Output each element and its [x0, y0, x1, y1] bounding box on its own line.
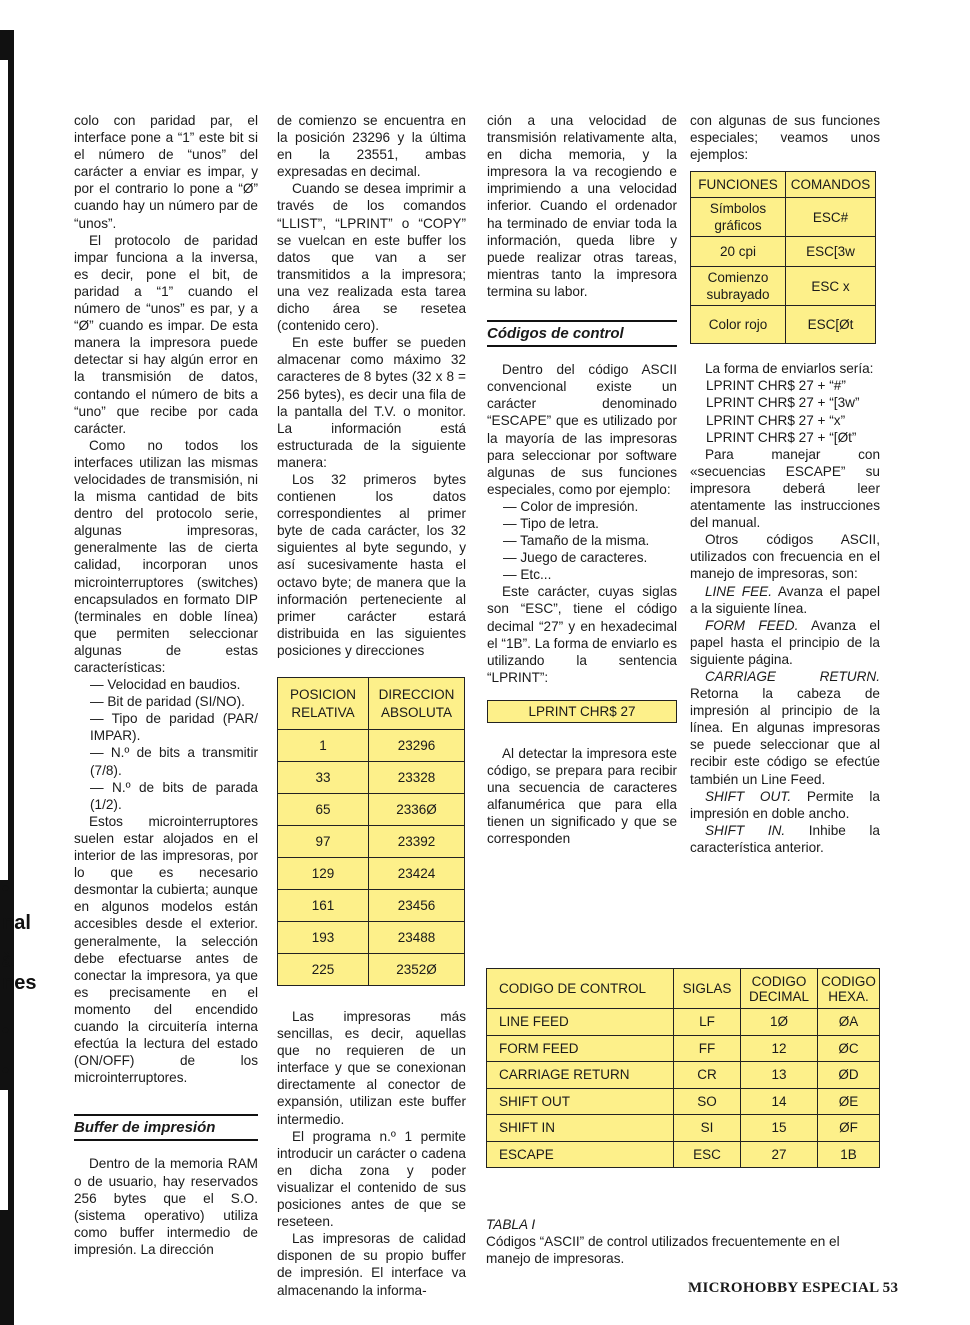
- paragraph: de comienzo se encuentra en la posición 23296 y la última en la 23551, ambas expresadas en decimal.: [277, 113, 466, 180]
- column-2: [277, 112, 466, 1299]
- table-row: [487, 1115, 880, 1142]
- definition-term: SHIFT IN.: [704, 822, 786, 838]
- paragraph: Dentro del código ASCII convencional existe un carácter denominado “ESCAPE” que es utilizado por la mayoría de las impresoras para seleccionar por software algunas de sus funciones especiales, como por ejemplo:: [487, 362, 677, 497]
- paragraph: Estos microinterruptores suelen estar alojados en el interior de las impresoras, por lo que es necesario desmontar la cubierta; aunque en algunos modelos están accesibles desde el exterior. generalmente, la selección debe efectuarse antes de conectar la impresora, ya que es precisamente en el momento del encendido cuando la circuitería interna efectúa la lectura del estado (ON/OFF) de los microinterruptores.: [74, 813, 258, 1086]
- margin-fragment: à: [2, 950, 14, 972]
- table-cell: 65: [278, 794, 369, 826]
- control-codes-table: [486, 968, 880, 1168]
- paragraph: El programa n.º 1 permite introducir un carácter o cadena en dicha zona y poder visualizar el contenido de sus posiciones antes de que se reseteen.: [277, 1128, 466, 1230]
- margin-fragment: nes: [2, 972, 37, 994]
- table-cell: ESC: [674, 1141, 741, 1168]
- table-cell: 1Ø: [741, 1009, 818, 1036]
- table-cell: ØF: [818, 1115, 880, 1142]
- table-row: [487, 1141, 880, 1168]
- section-heading-codigos: Códigos de control: [487, 320, 677, 347]
- table-header: CODIGO DECIMAL: [741, 969, 818, 1009]
- list-item: — N.º de bits de parada (1/2).: [90, 779, 258, 812]
- table-cell: 225: [278, 954, 369, 986]
- table-cell: SI: [674, 1115, 741, 1142]
- table-cell: CARRIAGE RETURN: [487, 1062, 674, 1089]
- table-row: [691, 198, 876, 237]
- table-row: [487, 1035, 880, 1062]
- section-heading-buffer: Buffer de impresión: [74, 1114, 258, 1141]
- table-cell: SHIFT IN: [487, 1115, 674, 1142]
- code-line: LPRINT CHR$ 27 + “[3w”: [706, 395, 860, 411]
- table-header: POSICION RELATIVA: [278, 678, 369, 730]
- definition-list: [690, 583, 880, 857]
- column-4: [690, 112, 880, 856]
- table-cell: ØC: [818, 1035, 880, 1062]
- table-header: FUNCIONES: [691, 172, 786, 198]
- list-item: — Juego de caracteres.: [503, 550, 648, 566]
- table-row: [487, 1062, 880, 1089]
- table-header: DIRECCION ABSOLUTA: [369, 678, 465, 730]
- table-row: [278, 890, 465, 922]
- paragraph: Cuando se desea imprimir a través de los comandos “LLIST”, “LPRINT” o “COPY” se vuelcan en este buffer los datos que van a ser transmitidos a la impresora; una vez realizada esta tarea dicho área se resetea (contenido cero).: [277, 181, 466, 334]
- table-cell: 13: [741, 1062, 818, 1089]
- definition-text: Inhibe la característica anterior.: [690, 822, 880, 855]
- escape-commands-table: [690, 171, 876, 344]
- table-cell: 14: [741, 1088, 818, 1115]
- definition-item: [690, 788, 880, 822]
- table-cell: LINE FEED: [487, 1009, 674, 1036]
- column-1: [74, 112, 258, 1258]
- table-cell: CR: [674, 1062, 741, 1089]
- table-cell: ESC x: [786, 267, 876, 306]
- table-cell: 23392: [369, 826, 465, 858]
- table-cell: LF: [674, 1009, 741, 1036]
- table-cell: Comienzo subrayado: [691, 267, 786, 306]
- table-cell: 1: [278, 730, 369, 762]
- table-cell: 97: [278, 826, 369, 858]
- page-number: 53: [882, 1280, 899, 1296]
- table-cell: 23456: [369, 890, 465, 922]
- paragraph: Este carácter, cuyas siglas son “ESC”, tiene el código decimal “27” y en hexadecimal el “1B”. La forma de enviarlo es utilizando la sentencia “LPRINT”:: [487, 584, 677, 685]
- table-cell: ESC[Øt: [786, 306, 876, 344]
- definition-term: LINE FEE.: [704, 583, 772, 599]
- page-edge-notch: [0, 1090, 8, 1210]
- paragraph: En este buffer se pueden almacenar como máximo 32 caracteres de 8 bytes (32 x 8 = 256 bytes), es decir una fila de la pantalla del T.V. o monitor. La información está estructurada de la siguiente manera:: [277, 335, 466, 470]
- table-cell: FORM FEED: [487, 1035, 674, 1062]
- table-cell: FF: [674, 1035, 741, 1062]
- paragraph: Dentro de la memoria RAM o de usuario, hay reservados 256 bytes que el S.O. (sistema operativo) utiliza como buffer intermedio de impresión. La dirección: [74, 1156, 258, 1257]
- paragraph: Al detectar la impresora este código, se prepara para recibir una secuencia de caracteres alfanumérica que para ella tienen un significado y que se corresponden: [487, 745, 677, 847]
- margin-fragment: •: [2, 1020, 10, 1042]
- table-header: COMANDOS: [786, 172, 876, 198]
- table-cell: ESC[3w: [786, 237, 876, 267]
- page-edge-notch: [0, 0, 14, 30]
- table-row: [278, 762, 465, 794]
- table-row: [691, 267, 876, 306]
- table-cell: SHIFT OUT: [487, 1088, 674, 1115]
- table-header: CODIGO HEXA.: [818, 969, 880, 1009]
- magazine-name: MICROHOBBY ESPECIAL: [688, 1280, 879, 1296]
- definition-text: Avanza el papel hasta el principio de la siguiente página.: [690, 617, 880, 667]
- paragraph: El protocolo de paridad impar funciona a la inversa, es decir, pone el bit, de paridad a “1” cuando el número de “unos” es par, y a “Ø” cuando es impar. De esta manera la impresora puede detectar si hay algún error en la transmisión de datos, contando el número de bits a “uno” que recibe por cada carácter.: [74, 232, 258, 436]
- list-item: — Tipo de letra.: [503, 515, 599, 531]
- paragraph: Como no todos los interfaces utilizan las mismas velocidades de transmisión, ni la misma cantidad de bits dentro del protocolo serie, algunas impresoras, generalmente las de cierta calidad, incorporan unos microinterruptores (switches) encapsulados en formato DIP (terminales en doble línea) que permiten seleccionar algunas de estas características:: [74, 437, 258, 675]
- table-header: CODIGO DE CONTROL: [487, 969, 674, 1009]
- definition-text: Permite la impresión en doble ancho.: [690, 788, 880, 821]
- table-row: [278, 730, 465, 762]
- definition-term: SHIFT OUT.: [704, 788, 792, 804]
- table-cell: Color rojo: [691, 306, 786, 344]
- list-item: — Bit de paridad (SI/NO).: [90, 694, 245, 710]
- list-item: — Velocidad en baudios.: [90, 677, 241, 693]
- definition-item: [690, 617, 880, 668]
- code-line: LPRINT CHR$ 27 + “x”: [706, 412, 846, 428]
- list-item: — N.º de bits a transmitir (7/8).: [90, 745, 258, 778]
- table-cell: 23488: [369, 922, 465, 954]
- table-cell: 129: [278, 858, 369, 890]
- table-row: [278, 858, 465, 890]
- list-item: — Etc...: [503, 567, 552, 583]
- margin-fragment: nal: [2, 912, 31, 934]
- list-item: — Color de impresión.: [503, 498, 639, 514]
- table-cell: 15: [741, 1115, 818, 1142]
- code-line: LPRINT CHR$ 27 + “#”: [706, 378, 846, 394]
- paragraph: Otros códigos ASCII, utilizados con frecuencia en el manejo de impresoras, son:: [690, 532, 880, 582]
- table-cell: 23424: [369, 858, 465, 890]
- page-footer: [688, 1280, 898, 1297]
- table-cell: 1B: [818, 1141, 880, 1168]
- paragraph: Para manejar con «secuencias ESCAPE” su impresora deberá leer atentamente las instrucciones del manual.: [690, 446, 880, 531]
- definition-item: [690, 668, 880, 788]
- table-cell: 27: [741, 1141, 818, 1168]
- definition-term: CARRIAGE RETURN.: [704, 668, 880, 684]
- table-cell: ØD: [818, 1062, 880, 1089]
- table-cell: SO: [674, 1088, 741, 1115]
- definition-term: FORM FEED.: [704, 617, 799, 633]
- table-cell: 2336Ø: [369, 794, 465, 826]
- table-cell: Símbolos gráficos: [691, 198, 786, 237]
- caption-title: TABLA I: [486, 1217, 536, 1232]
- lprint-code-box: LPRINT CHR$ 27: [487, 700, 677, 723]
- paragraph: ción a una velocidad de transmisión relativamente alta, en dicha memoria, y la impresora la va recogiendo e imprimiendo a una velocidad inferior. Cuando el ordenador ha terminado de enviar toda la información, queda libre y puede realizar otras tareas, mientras tanto la impresora termina su labor.: [487, 113, 677, 299]
- table-row: [691, 237, 876, 267]
- table-row: [487, 1088, 880, 1115]
- table-cell: ØA: [818, 1009, 880, 1036]
- table-row: [278, 954, 465, 986]
- table-row: [691, 306, 876, 344]
- table-row: [487, 1009, 880, 1036]
- table-cell: ESC#: [786, 198, 876, 237]
- definition-text: Retorna la cabeza de impresión al principio de la línea. En algunas impresoras se puede seleccionar que al recibir este código se efectúe también un Line Feed.: [690, 686, 880, 787]
- paragraph: con algunas de sus funciones especiales; veamos unos ejemplos:: [690, 113, 880, 163]
- page-edge-notch: [0, 60, 8, 880]
- table-row: [278, 826, 465, 858]
- column-3: [487, 112, 677, 847]
- table-row: [278, 794, 465, 826]
- table-cell: ESCAPE: [487, 1141, 674, 1168]
- table-header: SIGLAS: [674, 969, 741, 1009]
- caption-text: Códigos “ASCII” de control utilizados frecuentemente en el manejo de impresoras.: [486, 1234, 840, 1266]
- paragraph: colo con paridad par, el interface pone a “1” este bit si el número de “unos” del carácter a enviar es impar, y por el contrario lo pone a “Ø” cuando hay un número par de “unos”.: [74, 113, 258, 231]
- paragraph: La forma de enviarlos sería:: [704, 361, 874, 377]
- table-row: [278, 922, 465, 954]
- paragraph: Los 32 primeros bytes contienen los datos correspondientes al primer byte de cada carácter, los 32 siguientes al byte segundo, y así sucesivamente hasta el octavo byte; de manera que la información perteneciente al primer carácter estará distribuida en las siguientes posiciones y direcciones: [277, 471, 466, 658]
- definition-item: [690, 583, 880, 617]
- margin-fragment: •: [2, 1060, 10, 1082]
- buffer-position-table: [277, 677, 465, 986]
- table-cell: ØE: [818, 1088, 880, 1115]
- table-cell: 23328: [369, 762, 465, 794]
- table-cell: 23296: [369, 730, 465, 762]
- table-cell: 12: [741, 1035, 818, 1062]
- list-item: — Tamaño de la misma.: [503, 533, 650, 549]
- code-line: LPRINT CHR$ 27 + “[Øt”: [706, 429, 857, 445]
- table-cell: 20 cpi: [691, 237, 786, 267]
- table-cell: 2352Ø: [369, 954, 465, 986]
- table-cell: 161: [278, 890, 369, 922]
- list-item: — Tipo de paridad (PAR/ IMPAR).: [90, 711, 258, 744]
- table-cell: 33: [278, 762, 369, 794]
- table-caption: [486, 1216, 886, 1267]
- margin-fragment: •: [2, 878, 10, 900]
- paragraph: Las impresoras más sencillas, es decir, aquellas que no requieren de un interface y que se conexionan directamente al conector de expansión, utilizan este buffer intermedio.: [277, 1009, 466, 1127]
- definition-item: [690, 822, 880, 856]
- table-cell: 193: [278, 922, 369, 954]
- definition-text: Avanza el papel a la siguiente línea.: [690, 583, 880, 616]
- paragraph: Las impresoras de calidad disponen de su propio buffer de impresión. El interface va almacenando la informa-: [277, 1231, 466, 1298]
